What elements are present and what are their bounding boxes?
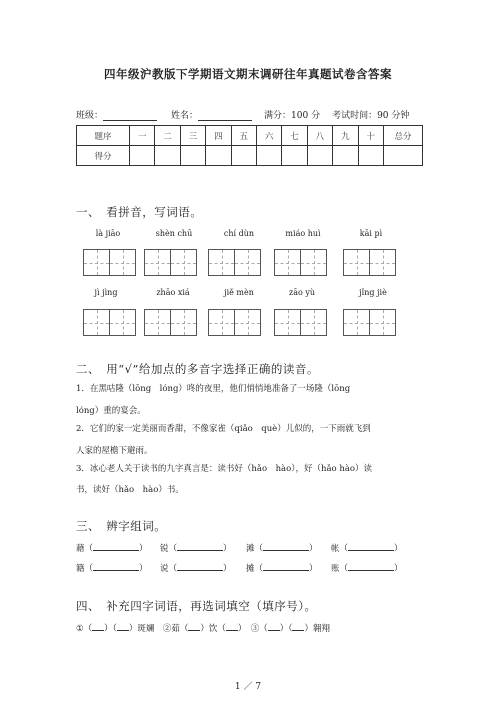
answer-blank[interactable]: [93, 542, 139, 551]
section2-heading: 二、 用“√”给加点的多音字选择正确的读音。: [76, 362, 319, 376]
word-group-item: 账（ ）: [331, 564, 403, 574]
question-line: 书，读好（hǎo hào）书。: [76, 485, 184, 495]
row-label: 得分: [77, 146, 130, 166]
writing-grid[interactable]: [144, 309, 197, 336]
score-table-header: [77, 126, 423, 146]
score-cell[interactable]: [358, 146, 383, 166]
writing-grid[interactable]: [274, 309, 327, 336]
idiom-fill-line: ①（ ）（ ）斑斓 ②茹（ ）饮（ ） ③（ ）（ ）翱翔: [76, 624, 330, 634]
answer-blank[interactable]: [348, 542, 394, 551]
word-group-item: 说（ ）: [160, 564, 232, 574]
pinyin-label: miáo huì: [285, 229, 321, 238]
class-label: 班级：: [76, 111, 104, 121]
score-cell[interactable]: [282, 146, 307, 166]
question-line: lóng）重的宴会。: [76, 406, 146, 416]
score-cell[interactable]: [231, 146, 256, 166]
header-cell: 五: [231, 126, 256, 146]
exam-info: [76, 108, 409, 121]
pinyin-label: jiě mèn: [224, 288, 254, 297]
writing-grid[interactable]: [144, 249, 197, 276]
question-line: 1．在黑咕隆（lōng lóng）咚的夜里，他们悄悄地准备了一场隆（lōng: [76, 384, 351, 394]
writing-grid[interactable]: [208, 309, 261, 336]
answer-blank[interactable]: [263, 562, 309, 571]
pinyin-label: jǐng jiè: [359, 288, 387, 297]
score-cell[interactable]: [130, 146, 155, 166]
pinyin-label: kāi pì: [359, 229, 383, 238]
pinyin-label: shèn chū: [155, 229, 193, 238]
header-cell: 七: [282, 126, 307, 146]
question-line: 2．它们的家一定美丽而香甜，不像家雀（qiǎo què）儿似的，一下雨就飞到: [76, 424, 371, 434]
answer-blank[interactable]: [292, 622, 304, 631]
score-table: [76, 125, 423, 166]
header-cell: 一: [130, 126, 155, 146]
score-table-row: [77, 146, 423, 166]
pinyin-label: zāo yù: [288, 288, 315, 297]
time-label: 考试时间：90 分钟: [332, 111, 410, 121]
answer-blank[interactable]: [92, 622, 104, 631]
word-group-item: 籍（ ）: [76, 564, 148, 574]
header-cell: 十: [358, 126, 383, 146]
word-group-item: 藉（ ）: [76, 544, 148, 554]
score-cell[interactable]: [206, 146, 231, 166]
word-group-item: 摊（ ）: [246, 564, 318, 574]
answer-blank[interactable]: [93, 562, 139, 571]
header-cell: 九: [333, 126, 358, 146]
writing-grid[interactable]: [83, 249, 136, 276]
page-title: 四年级沪教版下学期语文期末调研往年真题试卷含答案: [104, 67, 392, 81]
score-cell[interactable]: [307, 146, 332, 166]
word-group-item: 滩（ ）: [246, 544, 318, 554]
pinyin-label: là jiāo: [95, 229, 121, 238]
writing-grid[interactable]: [83, 309, 136, 336]
writing-grid[interactable]: [208, 249, 261, 276]
answer-blank[interactable]: [188, 622, 200, 631]
answer-blank[interactable]: [263, 542, 309, 551]
section3-heading: 三、 辨字组词。: [76, 519, 167, 533]
section1-heading: 一、 看拼音，写词语。: [76, 205, 203, 219]
writing-grid[interactable]: [274, 249, 327, 276]
score-cell[interactable]: [384, 146, 423, 166]
pinyin-label: zhāo xiá: [156, 288, 190, 297]
class-blank: [103, 111, 157, 121]
answer-blank[interactable]: [177, 562, 223, 571]
header-cell: 八: [307, 126, 332, 146]
header-cell: 三: [180, 126, 205, 146]
header-cell: 六: [256, 126, 281, 146]
writing-grid[interactable]: [343, 309, 396, 336]
name-label: 姓名：: [171, 111, 199, 121]
score-cell[interactable]: [333, 146, 358, 166]
question-line: 人家的屋檐下避雨。: [76, 446, 153, 456]
answer-blank[interactable]: [268, 622, 280, 631]
page-number: 1 ／ 7: [234, 682, 262, 692]
pinyin-label: jì jìng: [94, 288, 118, 297]
header-cell: 二: [155, 126, 180, 146]
header-cell: 总分: [384, 126, 423, 146]
score-cell[interactable]: [155, 146, 180, 166]
full-score-label: 满分：100 分: [264, 111, 321, 121]
score-cell[interactable]: [180, 146, 205, 166]
header-cell: 题序: [77, 126, 130, 146]
answer-blank[interactable]: [117, 622, 129, 631]
word-group-item: 帐（ ）: [331, 544, 403, 554]
name-blank: [198, 111, 252, 121]
answer-blank[interactable]: [177, 542, 223, 551]
answer-blank[interactable]: [348, 562, 394, 571]
header-cell: 四: [206, 126, 231, 146]
pinyin-label: chí dùn: [223, 229, 255, 238]
answer-blank[interactable]: [226, 622, 238, 631]
writing-grid[interactable]: [343, 249, 396, 276]
word-group-item: 锐（ ）: [160, 544, 232, 554]
score-cell[interactable]: [256, 146, 281, 166]
section4-heading: 四、 补充四字词语，再选词填空（填序号）。: [76, 599, 317, 613]
question-line: 3．冰心老人关于读书的九字真言是：读书好（hǎo hào），好（hǎo hào）读: [76, 464, 373, 474]
